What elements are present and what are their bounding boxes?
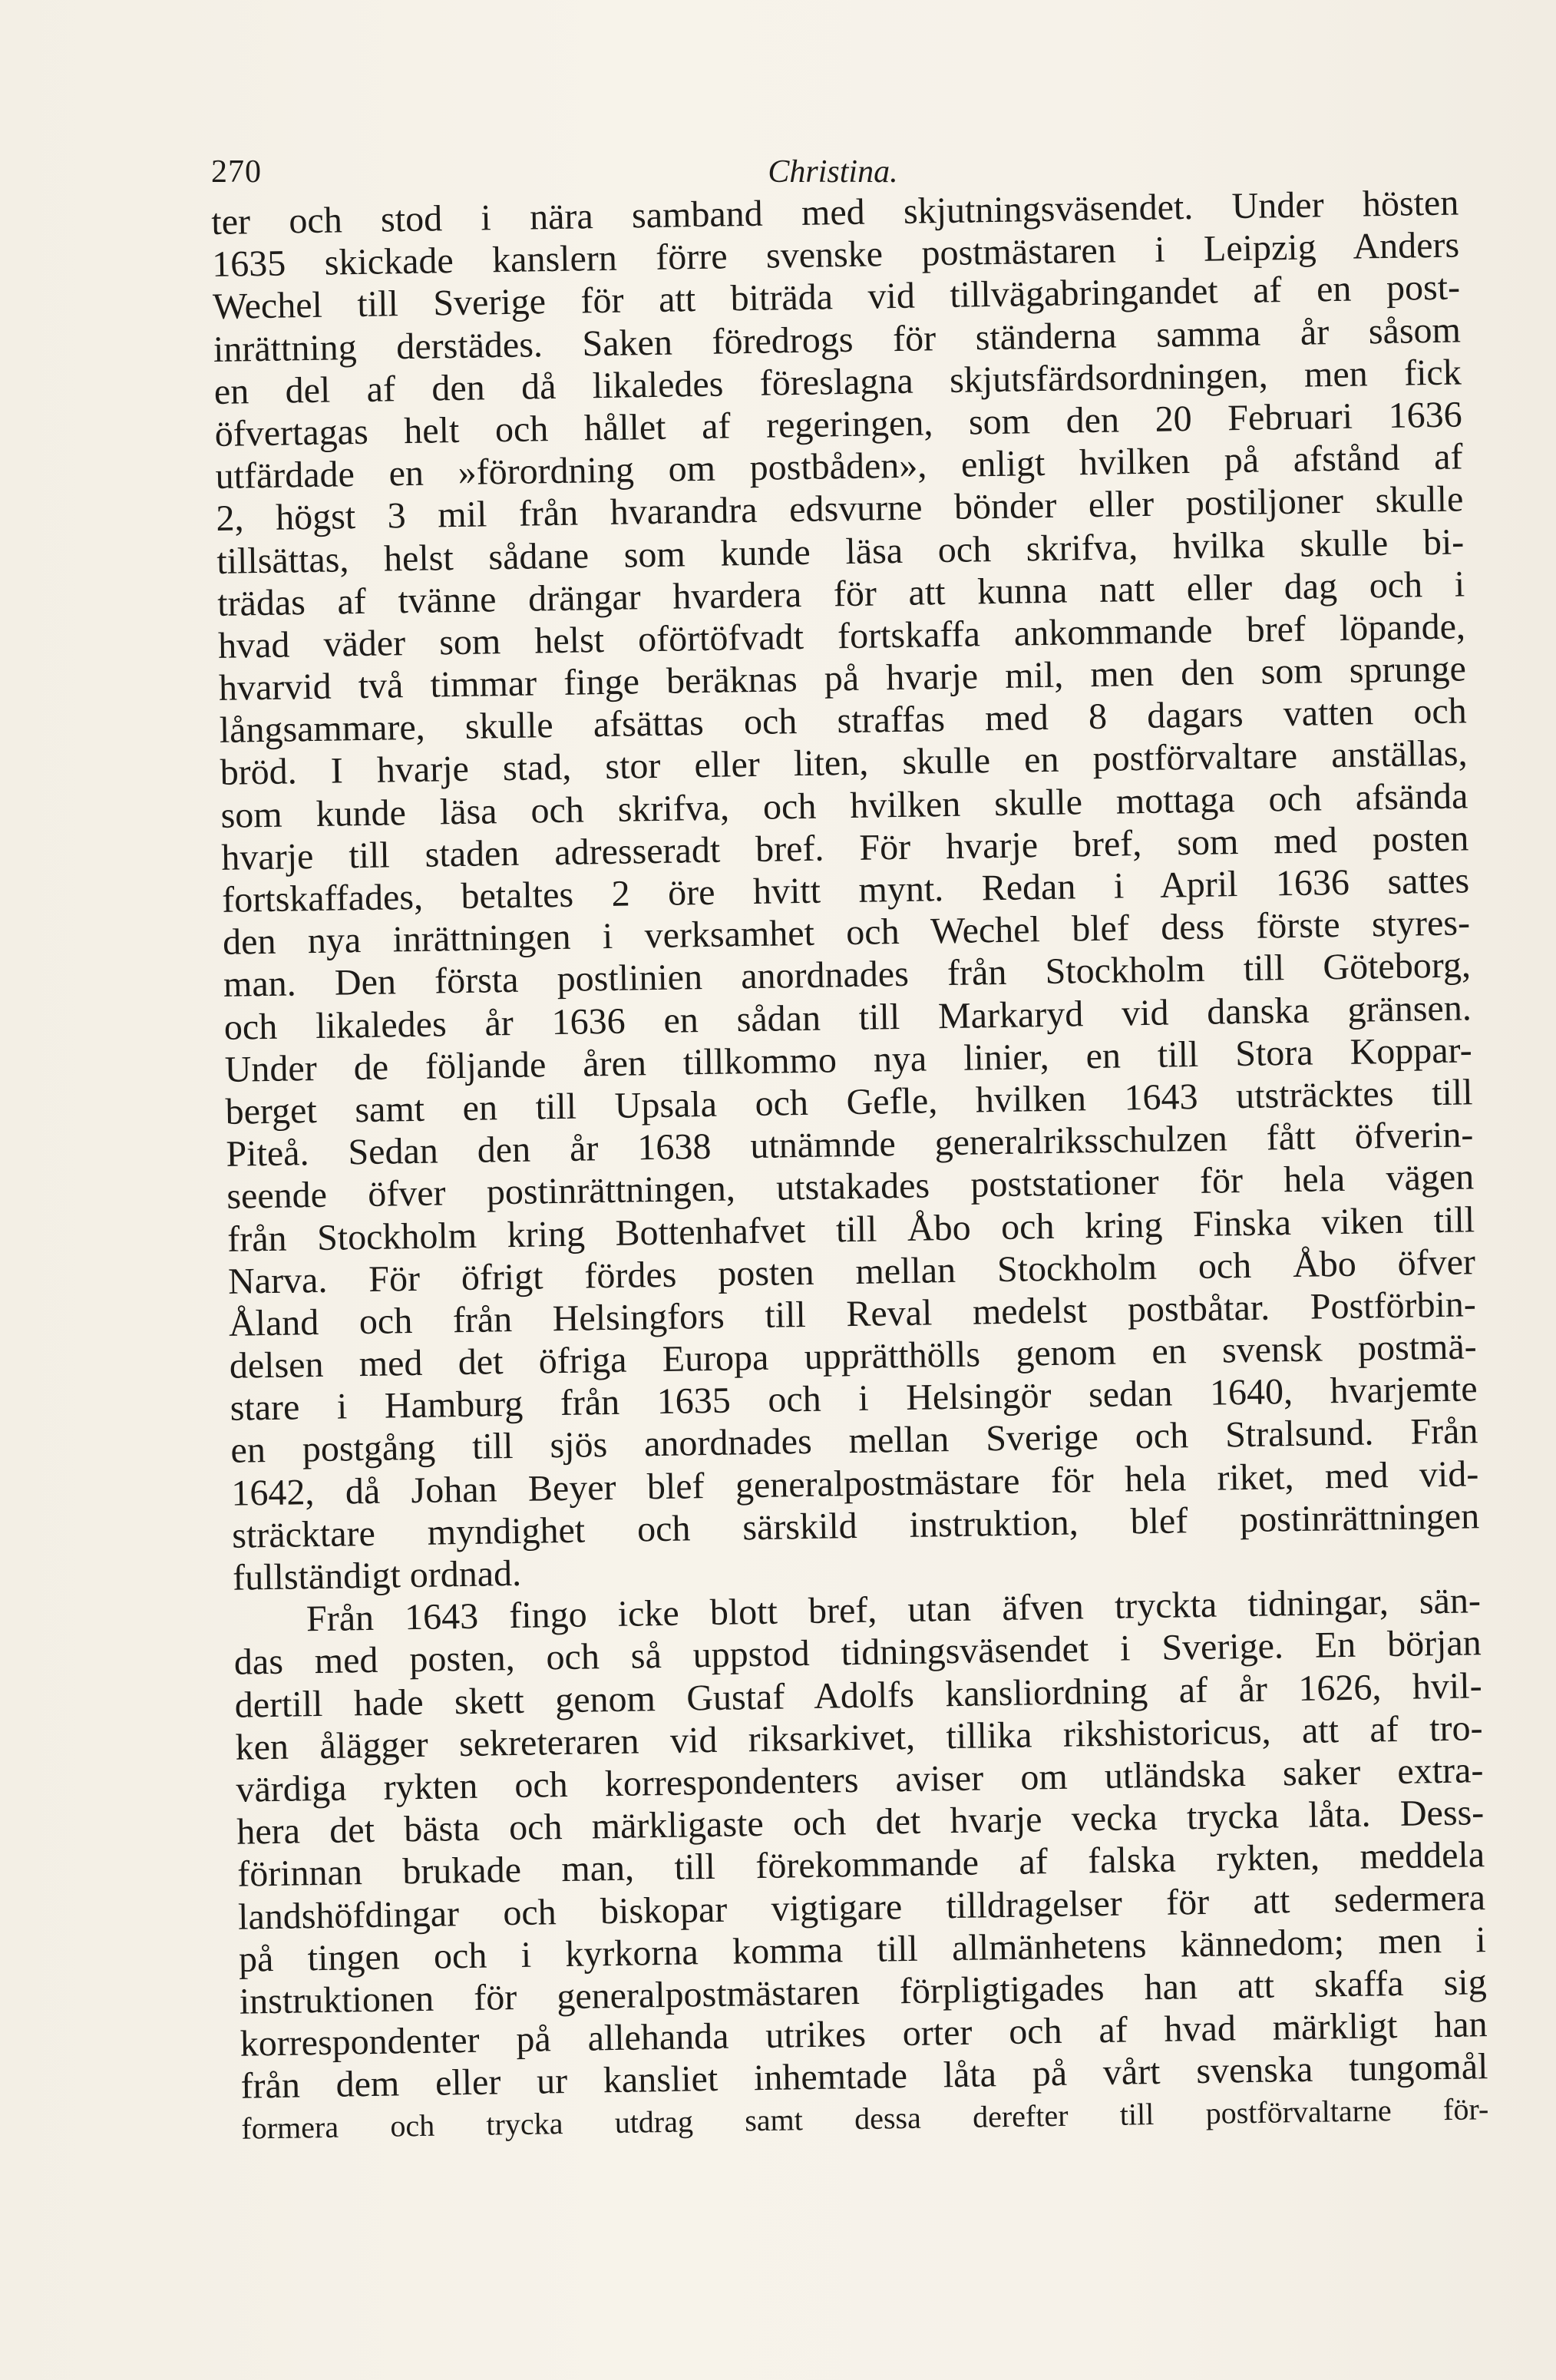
text-line: tillsättas, helst sådane som kunde läsa och skrifva, hvilka skulle bi- <box>216 521 1465 582</box>
text-line: bröd. I hvarje stad, stor eller liten, skulle en postförvaltare anställas, <box>220 732 1468 794</box>
text-line: den nya inrättningen i verksamhet och Wechel blef dess förste styres- <box>222 902 1471 964</box>
text-line: som kunde läsa och skrifva, och hvilken skulle mottaga och afsända <box>220 775 1468 836</box>
text-line: förinnan brukade man, till förekommande af falska rykten, meddela <box>236 1834 1485 1896</box>
text-line: dertill hade skett genom Gustaf Adolfs kansliordning af år 1626, hvil- <box>234 1664 1482 1726</box>
text-line: från Stockholm kring Bottenhafvet till Åbo och kring Finska viken till <box>226 1198 1475 1260</box>
text-line: utfärdade en »förordning om postbåden», enligt hvilken på afstånd af <box>215 436 1463 497</box>
text-line: das med posten, och så uppstod tidningsväsendet i Sverige. En början <box>233 1622 1482 1684</box>
text-line: ken ålägger sekreteraren vid riksarkivet, tillika rikshistoricus, att af tro- <box>235 1707 1483 1768</box>
text-line: hera det bästa och märkligaste och det hvarje vecka trycka låta. Dess- <box>236 1792 1485 1853</box>
text-line: berget samt en till Upsala och Gefle, hvilken 1643 utsträcktes till <box>225 1072 1473 1132</box>
text-line: Under de följande åren tillkommo nya linier, en till Stora Koppar- <box>224 1030 1472 1090</box>
text-line: Wechel till Sverige för att biträda vid tillvägabringandet af en post- <box>212 266 1461 328</box>
text-line: Åland och från Helsingfors till Reval medelst postbåtar. Postförbin- <box>228 1284 1477 1344</box>
text-line: långsammare, skulle afsättas och straffas med 8 dagars vatten och <box>219 690 1468 752</box>
text-line: instruktionen för generalpostmästaren förpligtigades han att skaffa sig <box>239 1962 1488 2022</box>
text-line: hvarvid två timmar finge beräknas på hvarje mil, men den som sprunge <box>218 648 1467 709</box>
text-line: Piteå. Sedan den år 1638 utnämnde generalriksschulzen fått öfverin- <box>226 1114 1474 1175</box>
text-line: från dem eller ur kansliet inhemtade låta på vårt svenska tungomål <box>240 2046 1488 2107</box>
text-line: sträcktare myndighet och särskild instruktion, blef postinrättningen <box>231 1496 1480 1556</box>
text-line: korrespondenter på allehanda utrikes orter och af hvad märkligt han <box>240 2004 1488 2064</box>
text-line: 1642, då Johan Beyer blef generalpostmästare för hela riket, med vid- <box>231 1453 1479 1514</box>
text-line: stare i Hamburg från 1635 och i Helsingör sedan 1640, hvarjemte <box>230 1368 1478 1430</box>
text-line: fortskaffades, betaltes 2 öre hvitt mynt. Redan i April 1636 sattes <box>221 860 1470 921</box>
text-line: hvad väder som helst oförtöfvadt fortskaffa ankommande bref löpande, <box>217 606 1466 666</box>
text-line: formera och trycka utdrag samt dessa derefter till postförvaltarne för- <box>241 2091 1489 2147</box>
text-line: ter och stod i nära samband med skjutningsväsendet. Under hösten <box>211 182 1459 243</box>
text-line: en postgång till sjös anordnades mellan Sverige och Stralsund. Från <box>230 1410 1478 1472</box>
text-line: och likaledes år 1636 en sådan till Markaryd vid danska gränsen. <box>223 987 1472 1048</box>
text-line: öfvertagas helt och hållet af regeringen, som den 20 Februari 1636 <box>214 394 1462 455</box>
body-text <box>211 181 1489 2150</box>
text-line: på tingen och i kyrkorna komma till allmänhetens kännedom; men i <box>238 1919 1487 1980</box>
page-number: 270 <box>211 154 262 190</box>
text-line: fullständigt ordnad. <box>232 1552 522 1598</box>
text-line: inrättning derstädes. Saken föredrogs för ständerna samma år såsom <box>213 309 1462 370</box>
text-line: delsen med det öfriga Europa upprätthölls genom en svensk postmä- <box>229 1326 1478 1387</box>
text-line: hvarje till staden adresseradt bref. För hvarje bref, som med posten <box>221 818 1469 878</box>
text-line: landshöfdingar och biskopar vigtigare tilldragelser för att sedermera <box>237 1876 1486 1938</box>
text-line: seende öfver postinrättningen, utstakades poststationer för hela vägen <box>226 1156 1475 1218</box>
running-head: Christina. <box>768 154 898 190</box>
text-line: en del af den då likaledes föreslagna skjutsfärdsordningen, men fick <box>213 352 1462 412</box>
text-line: 1635 skickade kanslern förre svenske postmästaren i Leipzig Anders <box>211 224 1460 286</box>
text-line: trädas af tvänne drängar hvardera för att kunna natt eller dag och i <box>216 564 1465 624</box>
text-line: Narva. För öfrigt fördes posten mellan Stockholm och Åbo öfver <box>227 1241 1476 1302</box>
text-line: värdiga rykten och korrespondenters aviser om utländska saker extra- <box>236 1750 1484 1810</box>
text-line: 2, högst 3 mil från hvarandra edsvurne bönder eller postiljoner skulle <box>216 478 1464 540</box>
text-line: man. Den första postlinien anordnades från Stockholm till Göteborg, <box>223 944 1472 1006</box>
text-line: Från 1643 fingo icke blott bref, utan äfven tryckta tidningar, sän- <box>306 1580 1482 1640</box>
